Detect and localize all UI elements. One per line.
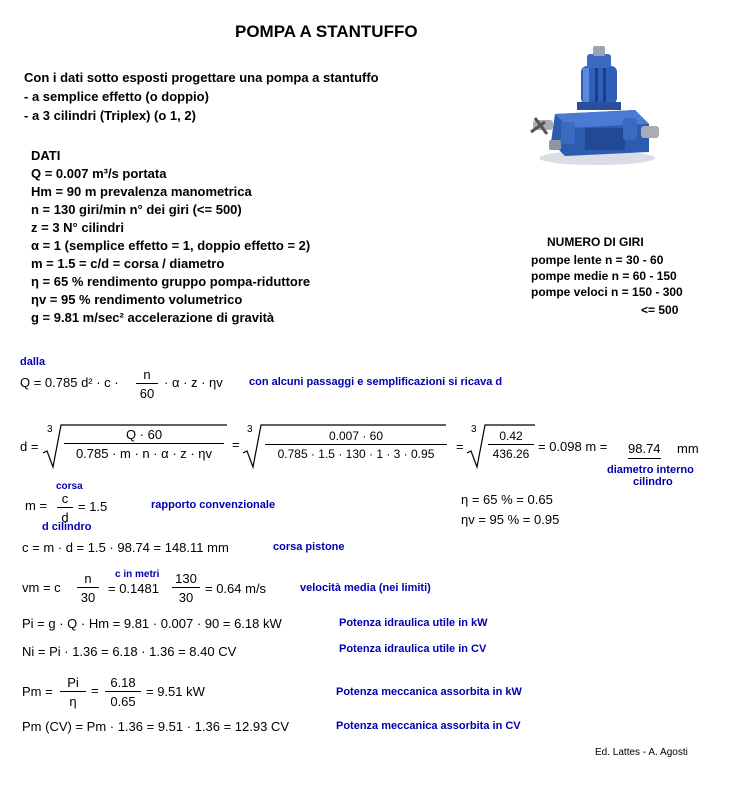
giri-heading: NUMERO DI GIRI xyxy=(547,235,644,249)
formula-pmcv-note: Potenza meccanica assorbita in CV xyxy=(336,720,521,732)
f1-den: 0.785 · m · n · α · z · ηv xyxy=(75,446,213,461)
formula-pi-note: Potenza idraulica utile in kW xyxy=(339,617,488,629)
formula-q-left: Q = 0.785 d² · c · xyxy=(20,375,119,390)
formula-d-lhs: d = xyxy=(20,439,39,454)
formula-pm-fraction-2 xyxy=(105,676,141,708)
corsa-label: corsa xyxy=(56,481,83,492)
formula-d-unit: mm xyxy=(677,441,699,456)
giri-line-3: pompe veloci n = 150 - 300 xyxy=(531,285,683,299)
d-cilindro-label: d cilindro xyxy=(42,521,92,533)
etav-value: ηv = 95 % = 0.95 xyxy=(461,512,560,527)
intro-line-2: - a semplice effetto (o doppio) xyxy=(24,89,209,104)
footer-credit: Ed. Lattes - A. Agosti xyxy=(595,747,688,758)
formula-q-den: 60 xyxy=(139,386,155,401)
formula-c-note: corsa pistone xyxy=(273,541,345,553)
formula-m-result: = 1.5 xyxy=(78,499,108,514)
formula-vm-fraction-2 xyxy=(172,572,200,604)
formula-vm-den2: 30 xyxy=(178,590,194,605)
formula-d-result: = 0.098 m = xyxy=(538,439,608,454)
formula-vm-mid: = 0.1481 xyxy=(108,581,159,596)
formula-d-fraction-3 xyxy=(488,430,534,460)
dati-line-2: Hm = 90 m prevalenza manometrica xyxy=(31,184,252,199)
formula-pm-result: = 9.51 kW xyxy=(146,684,205,699)
formula-vm-num2: 130 xyxy=(172,572,200,588)
root-index-2: 3 xyxy=(247,424,253,435)
pump-illustration xyxy=(525,44,665,166)
formula-vm-fraction-1 xyxy=(77,572,99,604)
formula-pi: Pi = g · Q · Hm = 9.81 · 0.007 · 90 = 6.18 kW xyxy=(22,616,282,631)
formula-m-den: d xyxy=(61,510,69,525)
dati-line-3: n = 130 giri/min n° dei giri (<= 500) xyxy=(31,202,242,217)
formula-pm-num2: 6.18 xyxy=(105,676,141,692)
formula-pm-den: η xyxy=(69,694,77,709)
formula-pm-den2: 0.65 xyxy=(110,694,136,709)
formula-m-num: c xyxy=(57,492,73,508)
intro-line-1: Con i dati sotto esposti progettare una pompa a stantuffo xyxy=(24,70,379,85)
formula-q-right: · α · z · ηv xyxy=(164,375,223,390)
formula-q-num: n xyxy=(136,368,158,384)
f3-num: 0.42 xyxy=(488,430,534,445)
dati-line-5: α = 1 (semplice effetto = 1, doppio effetto = 2) xyxy=(31,238,311,253)
formula-vm-den: 30 xyxy=(80,590,96,605)
dati-line-7: η = 65 % rendimento gruppo pompa-riduttore xyxy=(31,274,311,289)
f3-den: 436.26 xyxy=(492,447,530,461)
page-title: POMPA A STANTUFFO xyxy=(235,22,418,41)
formula-vm-result: = 0.64 m/s xyxy=(205,581,267,596)
formula-d-result-mm: 98.74 xyxy=(628,442,661,459)
formula-pmcv: Pm (CV) = Pm · 1.36 = 9.51 · 1.36 = 12.93 CV xyxy=(22,719,289,734)
formula-ni-note: Potenza idraulica utile in CV xyxy=(339,643,487,655)
root-index-1: 3 xyxy=(47,424,53,435)
formula-d-eq-2: = xyxy=(456,439,464,454)
formula-pm-eq: = xyxy=(91,683,99,698)
dati-line-4: z = 3 N° cilindri xyxy=(31,220,124,235)
formula-m-lhs: m = xyxy=(25,498,48,513)
formula-pm-num: Pi xyxy=(60,676,86,692)
formula-pm-lhs: Pm = xyxy=(22,684,53,699)
giri-line-4: <= 500 xyxy=(641,303,679,317)
formula-vm-note: velocità media (nei limiti) xyxy=(300,582,431,594)
intro-line-3: - a 3 cilindri (Triplex) (o 1, 2) xyxy=(24,108,196,123)
dati-line-8: ηv = 95 % rendimento volumetrico xyxy=(31,292,243,307)
formula-d-fraction-2 xyxy=(265,430,447,460)
f2-den: 0.785 · 1.5 · 130 · 1 · 3 · 0.95 xyxy=(277,447,435,461)
formula-vm-lhs: vm = c xyxy=(22,580,61,595)
diametro-note: diametro interno xyxy=(607,464,694,476)
formula-m-fraction xyxy=(57,492,73,524)
dati-line-9: g = 9.81 m/sec² accelerazione di gravità xyxy=(31,310,275,325)
diametro-note-2: cilindro xyxy=(633,476,673,488)
f2-num: 0.007 · 60 xyxy=(265,430,447,445)
formula-m-note: rapporto convenzionale xyxy=(151,499,276,511)
formula-pm-note: Potenza meccanica assorbita in kW xyxy=(336,686,522,698)
formula-q-note: con alcuni passaggi e semplificazioni si ricava d xyxy=(249,376,503,388)
eta-value: η = 65 % = 0.65 xyxy=(461,492,553,507)
formula-d-eq-1: = xyxy=(232,437,240,452)
giri-line-1: pompe lente n = 30 - 60 xyxy=(531,253,664,267)
formula-pm-fraction-1 xyxy=(60,676,86,708)
formula-d-fraction-1 xyxy=(64,428,224,460)
dati-heading: DATI xyxy=(31,148,61,163)
dati-line-6: m = 1.5 = c/d = corsa / diametro xyxy=(31,256,225,271)
f1-num: Q · 60 xyxy=(64,428,224,444)
formula-ni: Ni = Pi · 1.36 = 6.18 · 1.36 = 8.40 CV xyxy=(22,644,237,659)
dati-line-1: Q = 0.007 m³/s portata xyxy=(31,166,167,181)
formula-vm-num: n xyxy=(77,572,99,588)
dalla-label: dalla xyxy=(20,356,46,368)
formula-q-fraction xyxy=(136,368,158,400)
root-index-3: 3 xyxy=(471,424,477,435)
formula-c: c = m · d = 1.5 · 98.74 = 148.11 mm xyxy=(22,540,229,555)
c-in-metri-label: c in metri xyxy=(115,569,160,580)
giri-line-2: pompe medie n = 60 - 150 xyxy=(531,269,677,283)
